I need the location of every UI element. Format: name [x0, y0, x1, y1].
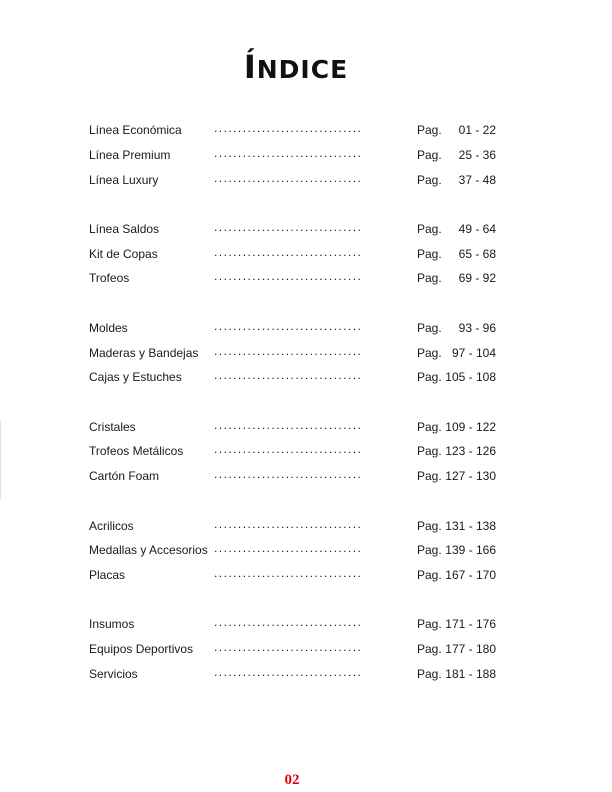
toc-entry-leader-dots: ...............................	[214, 615, 363, 630]
toc-entry-page-range: 171 - 176	[445, 617, 496, 632]
toc-entry[interactable]	[0, 343, 612, 368]
toc-entry-page-range: 127 - 130	[445, 469, 496, 484]
toc-entry-leader-dots: ...............................	[214, 121, 363, 135]
toc-entry[interactable]	[0, 441, 612, 466]
toc-entry-leader-dots: ...............................	[214, 516, 363, 531]
toc-entry-leader-dots: ...............................	[214, 417, 363, 432]
toc-entry-label: Insumos	[89, 617, 135, 632]
toc-entry-label: Servicios	[89, 667, 138, 682]
toc-entry[interactable]	[0, 664, 612, 689]
toc-entry-page-range: 01 - 22	[458, 123, 496, 137]
toc-entry-label: Equipos Deportivos	[89, 642, 194, 657]
toc-entry-pag-label: Pag.	[417, 444, 442, 459]
toc-entry-pag-label: Pag.	[417, 147, 442, 162]
toc-entry-label: Línea Luxury	[89, 172, 159, 187]
toc-entry-label: Cartón Foam	[89, 469, 160, 484]
toc-entry-page-range: 65 - 68	[458, 246, 496, 261]
toc-entry-label: Trofeos Metálicos	[89, 444, 184, 459]
toc-entry-pag-label: Pag.	[417, 667, 442, 682]
toc-entry-pag-label: Pag.	[417, 246, 442, 261]
toc-group	[0, 219, 612, 293]
toc-entry-pag-label: Pag.	[417, 469, 442, 484]
toc-entry-label: Línea Premium	[89, 147, 171, 162]
toc-entry-label: Placas	[89, 568, 126, 583]
toc-entry-page-range: 181 - 188	[445, 667, 496, 682]
toc-entry[interactable]	[0, 268, 612, 293]
toc-entry-pag-label: Pag.	[417, 345, 442, 360]
toc-entry-label: Línea Económica	[89, 123, 182, 137]
toc-entry-page-range: 49 - 64	[458, 221, 496, 236]
toc-entry-page-range: 167 - 170	[445, 568, 496, 583]
toc-entry-leader-dots: ...............................	[214, 219, 363, 234]
toc-entry[interactable]	[0, 219, 612, 244]
toc-entry-leader-dots: ...............................	[214, 145, 363, 160]
toc-entry-leader-dots: ...............................	[214, 566, 363, 581]
toc-entry-pag-label: Pag.	[417, 642, 442, 657]
toc-entry-leader-dots: ...............................	[214, 368, 363, 383]
toc-entry-label: Línea Saldos	[89, 221, 160, 236]
toc-entry-leader-dots: ...............................	[214, 269, 363, 284]
toc-entry-label: Cristales	[89, 419, 136, 434]
toc-entry-page-range: 105 - 108	[445, 370, 496, 385]
toc-entry-label: Medallas y Accesorios	[89, 543, 208, 558]
toc-entry-pag-label: Pag.	[417, 320, 442, 335]
page-number: 02	[284, 772, 300, 788]
toc-entry[interactable]	[0, 367, 612, 392]
toc-entry[interactable]	[0, 516, 612, 541]
toc-entry-leader-dots: ...............................	[214, 442, 363, 457]
toc-entry-pag-label: Pag.	[417, 370, 442, 385]
toc-entry[interactable]	[0, 120, 612, 145]
toc-entry-label: Cajas y Estuches	[89, 370, 182, 385]
toc-entry-pag-label: Pag.	[417, 172, 442, 187]
toc-entry-label: Acrilicos	[89, 518, 134, 533]
toc-entry-leader-dots: ...............................	[214, 170, 363, 185]
toc-entry-leader-dots: ...............................	[214, 665, 363, 680]
toc-entry-pag-label: Pag.	[417, 271, 442, 286]
toc-entry[interactable]	[0, 565, 612, 590]
toc-entry-page-range: 69 - 92	[458, 271, 496, 286]
toc-entry-pag-label: Pag.	[417, 123, 442, 137]
toc-entry-leader-dots: ...............................	[214, 541, 363, 556]
toc-entry[interactable]	[0, 170, 612, 195]
toc-entry-leader-dots: ...............................	[214, 343, 363, 358]
toc-entry-leader-dots: ...............................	[214, 640, 363, 655]
toc-entry-page-range: 25 - 36	[458, 147, 496, 162]
toc-entry-pag-label: Pag.	[417, 568, 442, 583]
toc-group	[0, 120, 612, 194]
page-title-initial: Í	[243, 48, 257, 86]
toc-entry-page-range: 177 - 180	[445, 642, 496, 657]
toc-entry-pag-label: Pag.	[417, 221, 442, 236]
toc-entry-pag-label: Pag.	[417, 543, 442, 558]
toc-entry[interactable]	[0, 614, 612, 639]
toc-entry-page-range: 37 - 48	[458, 172, 496, 187]
toc-entry-label: Kit de Copas	[89, 246, 158, 261]
toc-entry[interactable]	[0, 540, 612, 565]
toc-entry[interactable]	[0, 466, 612, 491]
toc-entry-pag-label: Pag.	[417, 518, 442, 533]
toc-entry[interactable]	[0, 318, 612, 343]
toc-entry-page-range: 131 - 138	[445, 518, 496, 533]
toc-entry-leader-dots: ...............................	[214, 467, 363, 482]
toc-entry[interactable]	[0, 244, 612, 269]
page-title-rest: NDICE	[256, 55, 349, 84]
toc-entry-leader-dots: ...............................	[214, 318, 363, 333]
toc-entry-page-range: 93 - 96	[458, 320, 496, 335]
toc-entry-page-range: 109 - 122	[445, 419, 496, 434]
toc-group	[0, 318, 612, 392]
toc-entry-page-range: 97 - 104	[451, 345, 496, 360]
toc-entry-pag-label: Pag.	[417, 617, 442, 632]
toc-entry-label: Trofeos	[89, 271, 130, 286]
toc-entry-label: Maderas y Bandejas	[89, 345, 199, 360]
table-of-contents	[0, 120, 612, 713]
toc-entry[interactable]	[0, 145, 612, 170]
toc-group	[0, 614, 612, 688]
toc-entry[interactable]	[0, 417, 612, 442]
toc-entry-label: Moldes	[89, 320, 128, 335]
toc-entry-page-range: 123 - 126	[445, 444, 496, 459]
toc-group	[0, 417, 612, 491]
toc-entry-pag-label: Pag.	[417, 419, 442, 434]
toc-group	[0, 516, 612, 590]
toc-entry[interactable]	[0, 639, 612, 664]
toc-entry-leader-dots: ...............................	[214, 244, 363, 259]
toc-entry-page-range: 139 - 166	[445, 543, 496, 558]
page-title	[0, 48, 592, 86]
